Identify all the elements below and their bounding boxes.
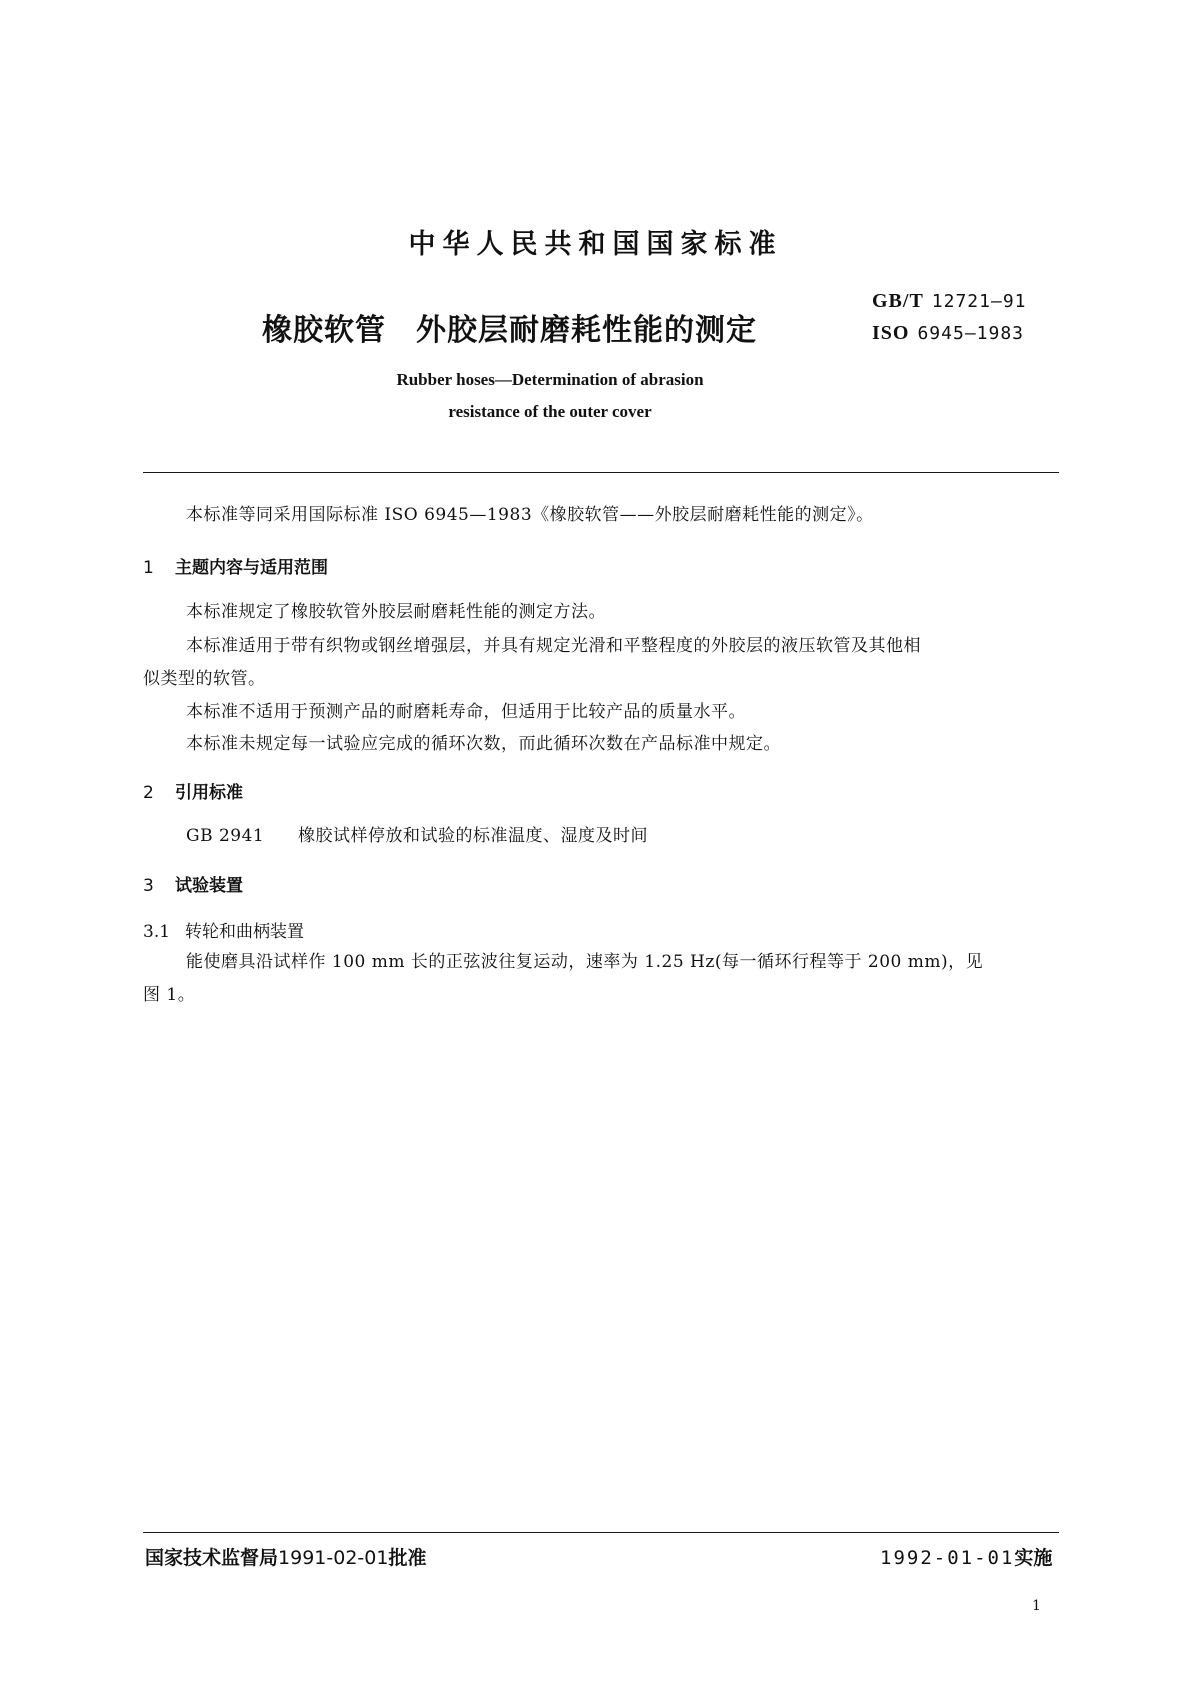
title-zh-part1: 橡胶软管	[262, 313, 386, 348]
footer-divider	[143, 1532, 1059, 1533]
intro-paragraph: 本标准等同采用国际标准 ISO 6945—1983《橡胶软管——外胶层耐磨耗性能的测定》。	[186, 505, 874, 525]
subsection-3-1-title: 转轮和曲柄装置	[185, 922, 304, 942]
section-2-number: 2	[143, 783, 154, 803]
section-2-heading	[143, 778, 243, 803]
effective-date: 1992-01-01	[880, 1547, 1015, 1569]
gb-label: GB/T	[872, 290, 924, 312]
subsection-3-1-heading	[143, 917, 304, 942]
subsection-3-1-para-line2: 图 1。	[143, 985, 196, 1005]
approval-org: 国家技术监督局	[145, 1547, 279, 1569]
section-1-heading	[143, 553, 328, 578]
title-en-line1: Rubber hoses—Determination of abrasion	[396, 370, 704, 389]
subsection-3-1-number: 3.1	[143, 922, 171, 942]
title-en-line2: resistance of the outer cover	[448, 402, 652, 421]
gb-standard-code	[872, 288, 1027, 313]
national-standard-title: 中华人民共和国国家标准	[408, 229, 783, 260]
iso-standard-code	[872, 320, 1024, 345]
section-3-heading	[143, 871, 243, 896]
section-1-para-2-cont: 似类型的软管。	[143, 669, 266, 689]
header-divider	[143, 472, 1059, 473]
effective-info	[880, 1543, 1052, 1570]
iso-label: ISO	[872, 322, 910, 344]
effective-word: 实施	[1014, 1547, 1053, 1569]
iso-number: 6945—1983	[917, 323, 1025, 344]
section-1-para-1: 本标准规定了橡胶软管外胶层耐磨耗性能的测定方法。	[186, 602, 606, 622]
page-number: 1	[1032, 1598, 1041, 1614]
gb-number: 12721—91	[931, 291, 1027, 312]
section-3-number: 3	[143, 876, 154, 896]
subsection-3-1-para-line1: 能使磨具沿试样作 100 mm 长的正弦波往复运动，速率为 1.25 Hz(每一循环行程等于 200 mm)，见	[186, 952, 984, 972]
section-1-para-4: 本标准未规定每一试验应完成的循环次数，而此循环次数在产品标准中规定。	[186, 734, 781, 754]
title-zh-part2: 外胶层耐磨耗性能的测定	[416, 313, 757, 348]
approval-info	[145, 1543, 426, 1570]
section-1-number: 1	[143, 558, 154, 578]
approval-date: 1991-02-01	[278, 1547, 389, 1569]
section-1-para-3: 本标准不适用于预测产品的耐磨耗寿命，但适用于比较产品的质量水平。	[186, 702, 746, 722]
section-1-para-2: 本标准适用于带有织物或钢丝增强层，并具有规定光滑和平整程度的外胶层的液压软管及其他相	[186, 636, 921, 656]
section-3-title: 试验装置	[175, 876, 243, 896]
approval-word: 批准	[388, 1547, 427, 1569]
reference-title: 橡胶试样停放和试验的标准温度、湿度及时间	[298, 826, 648, 846]
section-2-title: 引用标准	[175, 783, 243, 803]
reference-code: GB 2941	[186, 826, 265, 846]
section-1-title: 主题内容与适用范围	[175, 558, 328, 578]
standard-title-zh	[262, 305, 757, 349]
reference-standard-item	[186, 824, 648, 848]
